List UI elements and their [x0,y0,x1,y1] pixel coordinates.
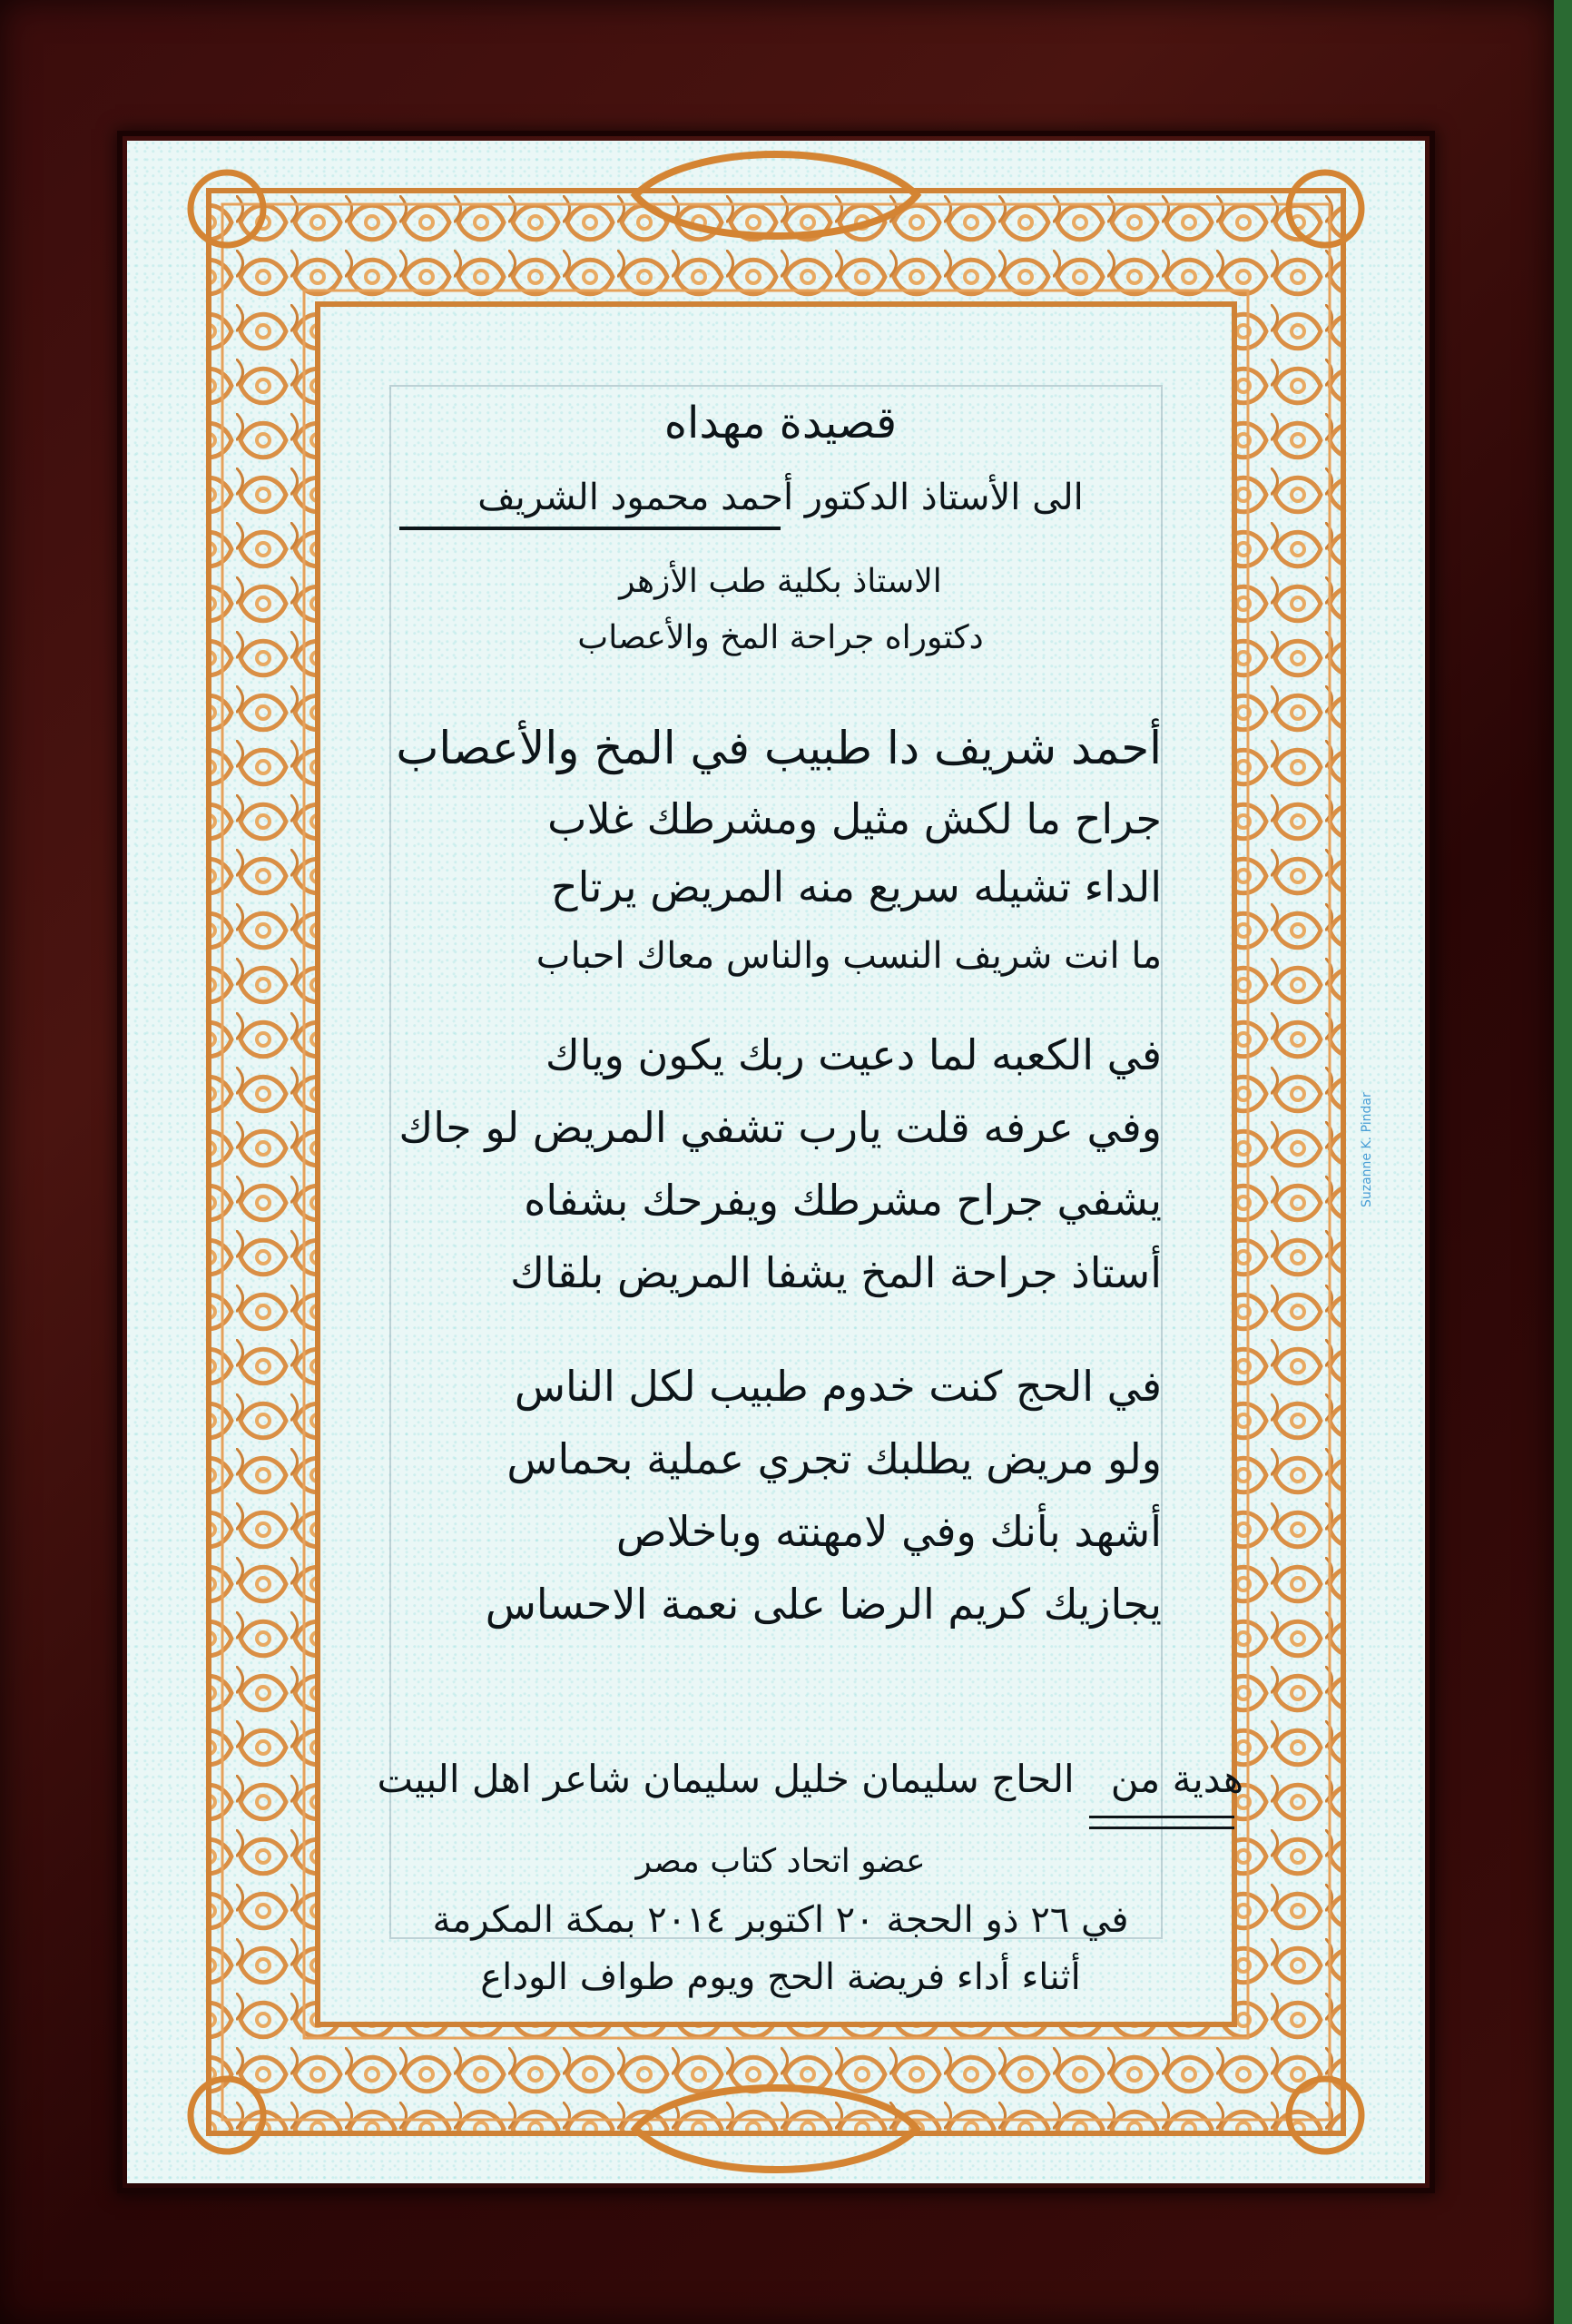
dedication-underline [399,527,781,530]
verse-line: أحمد شريف دا طبيب في المخ والأعصاب [396,722,1162,774]
verse-line: ولو مريض يطلبك تجري عملية بحماس [506,1434,1162,1483]
verse-line: يشفي جراح مشرطك ويفرحك بشفاه [524,1176,1162,1225]
dedication-line: الى الأستاذ الدكتور أحمد محمود الشريف [477,477,1084,518]
membership-line: عضو اتحاد كتاب مصر [635,1843,926,1880]
verse-line: جراح ما لكش مثيل ومشرطك غلاب [547,794,1162,843]
poet-name: الحاج سليمان خليل سليمان شاعر اهل البيت [377,1757,1075,1801]
poem-body [377,381,1243,1998]
verse-line: في الحج كنت خدوم طبيب لكل الناس [514,1362,1162,1411]
dateline: أثناء أداء فريضة الحج ويوم طواف الوداع [480,1956,1081,1998]
gift-label: هدية من [1110,1757,1243,1801]
verse-line: ما انت شريف النسب والناس معاك احباب [535,935,1162,977]
verse-line: يجازيك كريم الرضا على نعمة الاحساس [485,1580,1162,1629]
dateline: في ٢٦ ذو الحجة ٢٠ اكتوبر ٢٠١٤ بمكة المكرمة [432,1899,1129,1941]
signature-line [318,1757,1243,1801]
artist-mark: Suzanne K. Pindar [1360,1092,1374,1207]
signature-underline [1089,1827,1234,1829]
poem-title: قصيدة مهداه [663,398,898,448]
verse-line: في الكعبه لما دعيت ربك يكون وياك [545,1030,1162,1079]
signature-underline [1089,1816,1234,1818]
credential-line: الاستاذ بكلية طب الأزهر [619,563,942,600]
verse-line: الداء تشيله سريع منه المريض يرتاح [550,862,1162,911]
credential-line: دكتوراه جراحة المخ والأعصاب [577,619,984,656]
verse-line: أستاذ جراحة المخ يشفا المريض بلقاك [510,1248,1162,1297]
verse-line: أشهد بأنك وفي لامهنته وباخلاص [615,1507,1162,1556]
verse-line: وفي عرفه قلت يارب تشفي المريض لو جاك [398,1103,1162,1152]
